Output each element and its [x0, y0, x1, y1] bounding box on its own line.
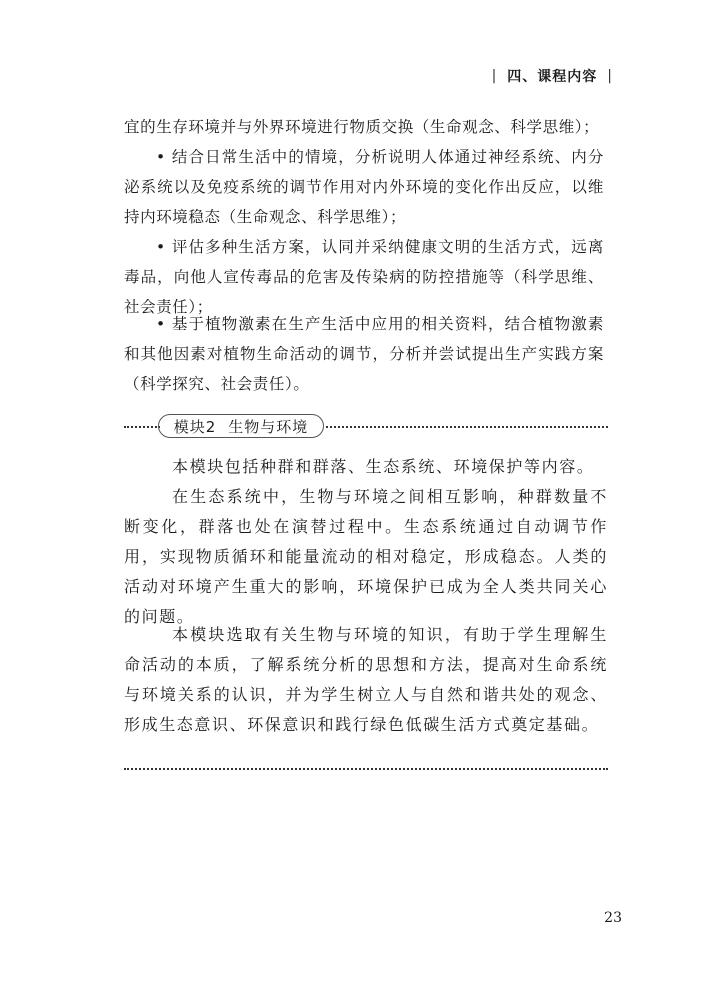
module-number: 模块2	[173, 417, 217, 436]
module-tag	[158, 414, 324, 438]
dotted-rule-bottom	[124, 768, 608, 770]
module-purpose-paragraph: 本模块选取有关生物与环境的知识，有助于学生理解生命活动的本质，了解系统分析的思想和方法，提高对生命系统与环境关系的认识，并为学生树立人与自然和谐共处的观念、形成生态意识、环保意识和践行绿色低碳生活方式奠定基础。	[124, 625, 608, 734]
bullet-nervous-endocrine-immune: • 结合日常生活中的情境，分析说明人体通过神经系统、内分泌系统以及免疫系统的调节作用对内外环境的变化作出反应，以维持内环境稳态（生命观念、科学思维）；	[124, 148, 604, 226]
running-header	[482, 66, 623, 86]
paragraph-continued: 宜的生存环境并与外界环境进行物质交换（生命观念、科学思维）；	[124, 118, 600, 136]
header-divider-right: |	[607, 68, 613, 84]
bullet-plant-hormones: • 基于植物激素在生产生活中应用的相关资料，结合植物激素和其他因素对植物生命活动的调节，分析并尝试提出生产实践方案（科学探究、社会责任）。	[124, 315, 604, 393]
module-intro-paragraph: 本模块包括种群和群落、生态系统、环境保护等内容。	[172, 457, 595, 476]
page-number: 23	[604, 910, 622, 926]
module-ecosystem-paragraph: 在生态系统中，生物与环境之间相互影响，种群数量不断变化，群落也处在演替过程中。生态系统通过自动调节作用，实现物质循环和能量流动的相对稳定，形成稳态。人类的活动对环境产生重大的影响，环境保护已成为全人类共同关心的问题。	[124, 487, 608, 626]
dotted-rule-right	[326, 426, 608, 428]
module-heading	[124, 414, 608, 440]
header-divider-left: |	[491, 68, 498, 84]
dotted-rule-left	[124, 426, 160, 428]
bullet-healthy-lifestyle: • 评估多种生活方案，认同并采纳健康文明的生活方式，远离毒品，向他人宣传毒品的危害及传染病的防控措施等（科学思维、社会责任）；	[124, 238, 604, 316]
header-section-title: 四、课程内容	[507, 69, 598, 85]
module-title: 生物与环境	[228, 417, 309, 436]
